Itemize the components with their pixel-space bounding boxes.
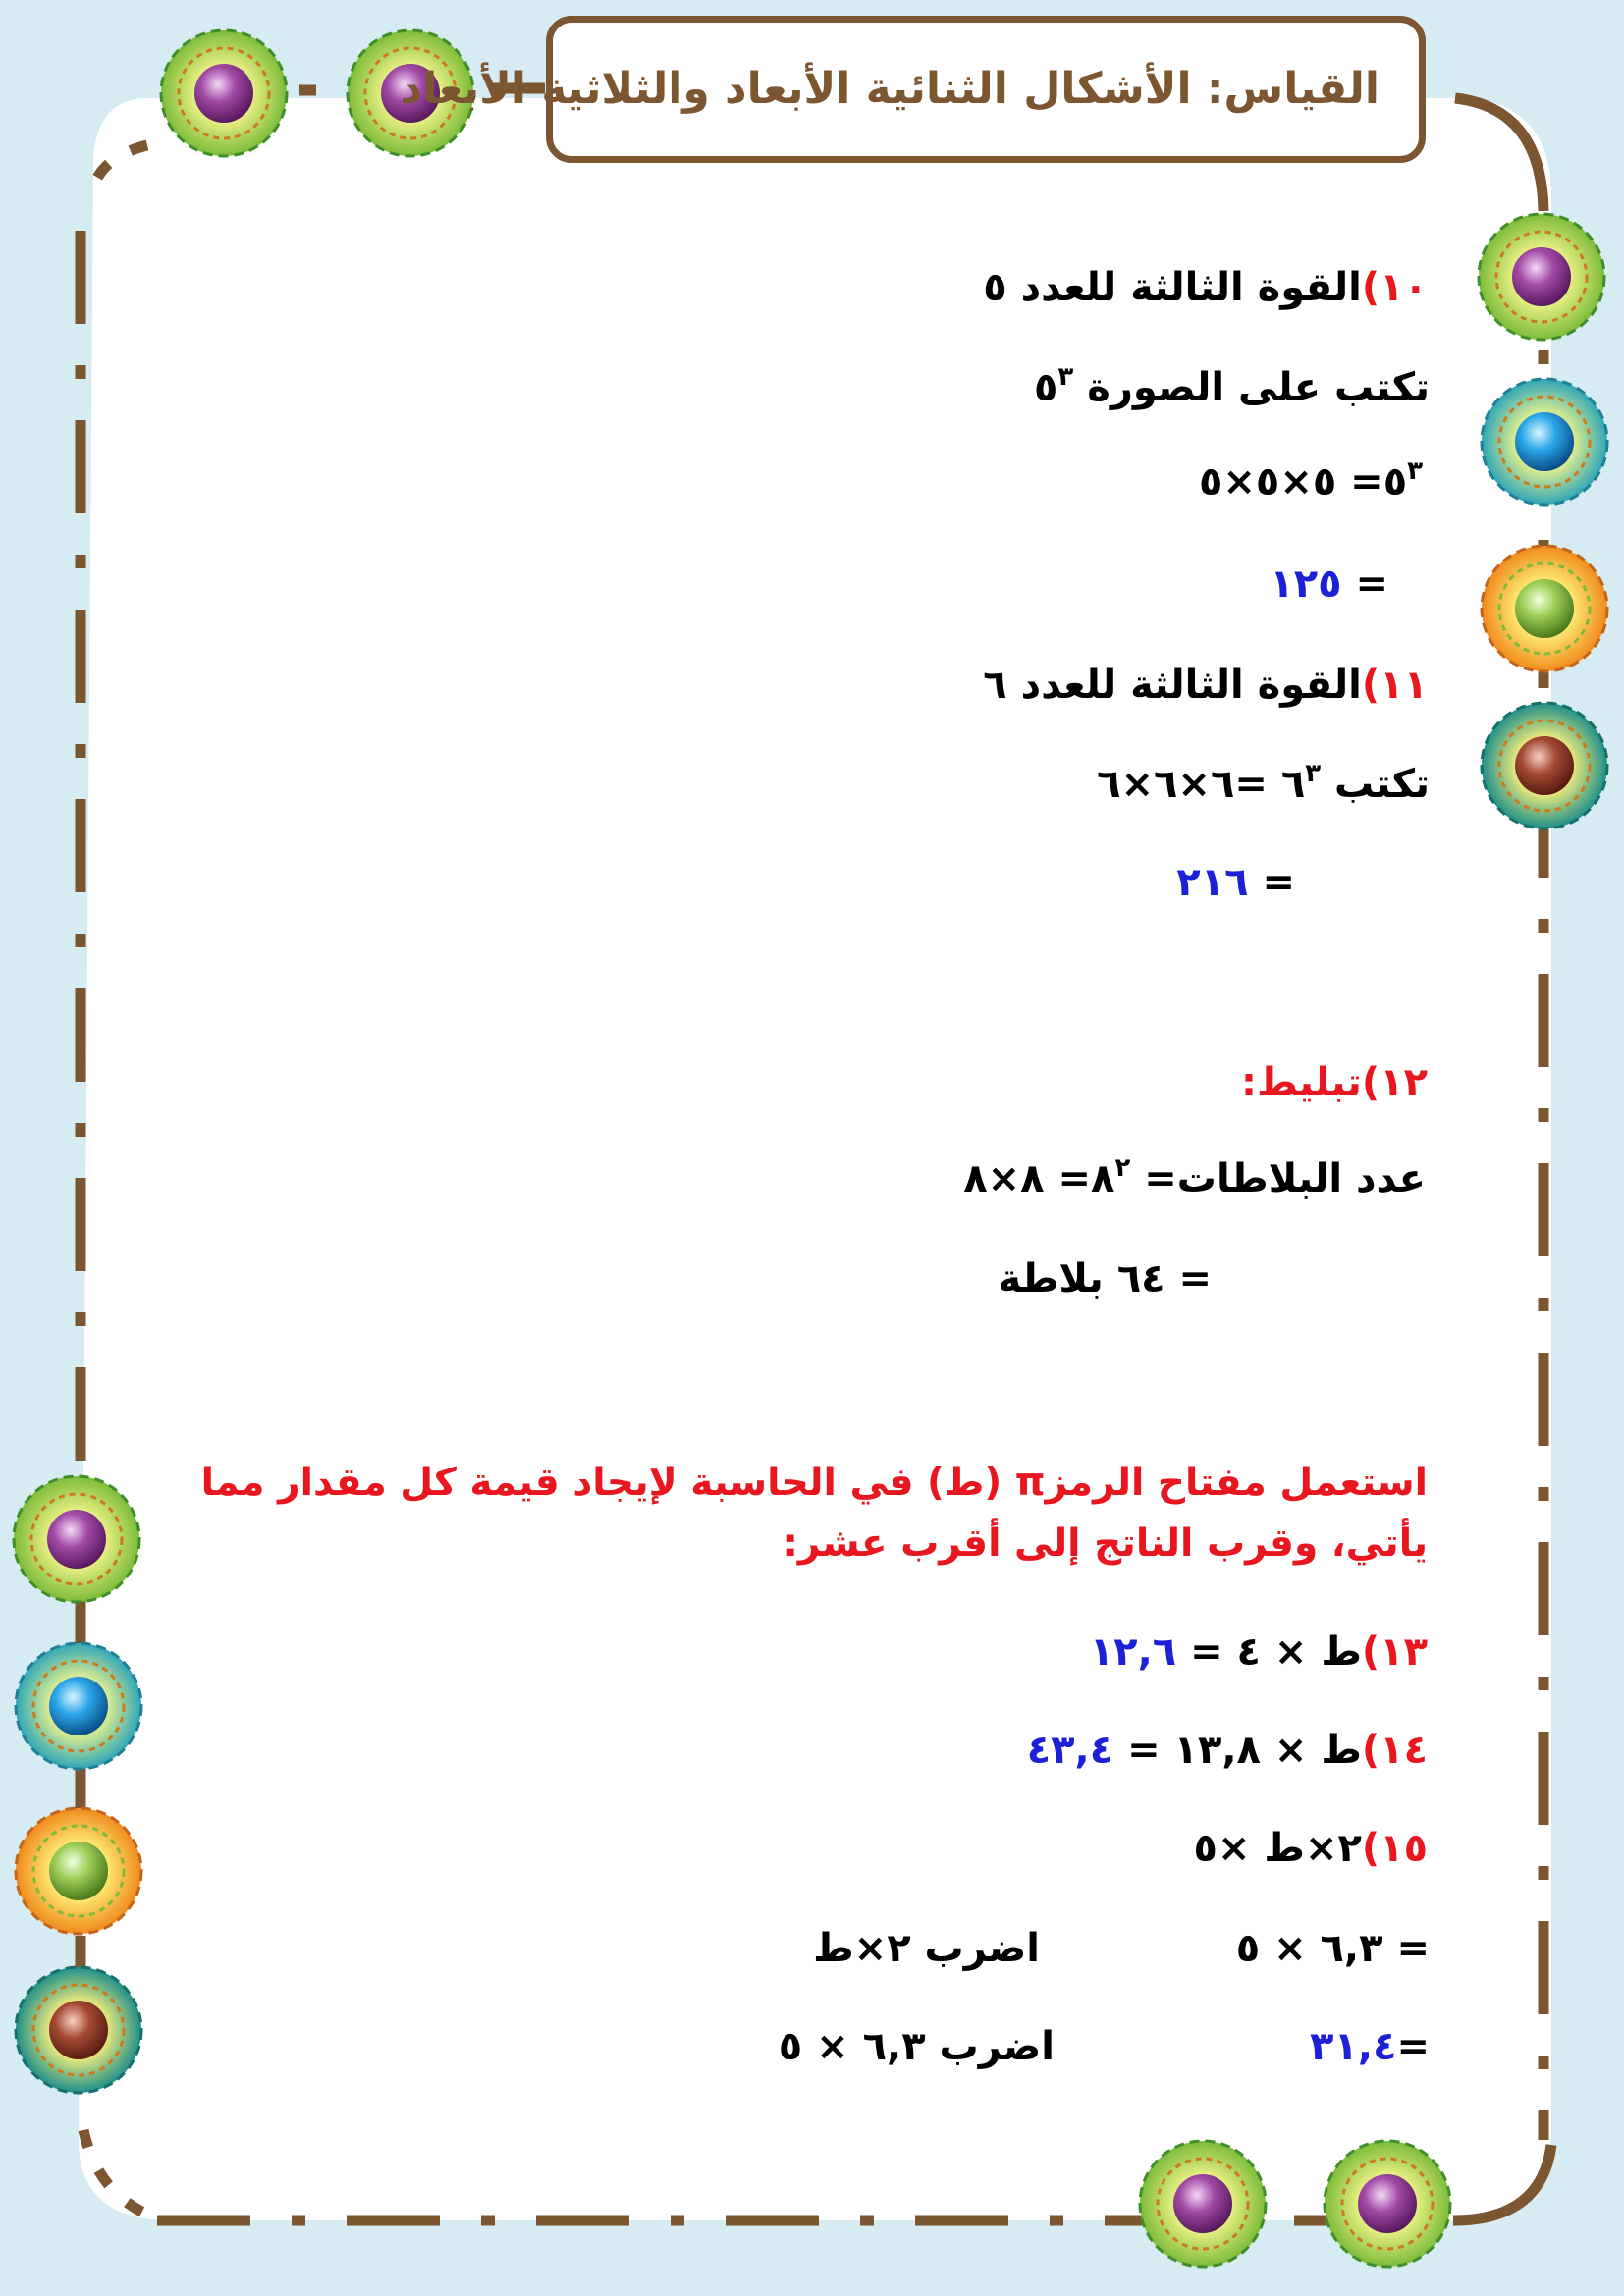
page-title: القياس: الأشكال الثنائية الأبعاد والثلاثية الأبعاد	[400, 64, 1380, 114]
q15-line3-eq: =	[1396, 2024, 1430, 2069]
q10-line2	[1033, 362, 1430, 410]
q13-answer: ١٢,٦	[1089, 1629, 1177, 1675]
q12-text: تبليط:	[1241, 1060, 1362, 1105]
q11-number: ١١)	[1361, 663, 1428, 708]
q11-line2-rest: =٦×٦×٦	[1097, 762, 1281, 807]
q13-expr: ط × ٤ =	[1176, 1629, 1362, 1675]
q15-line2-right: اضرب ٢×ط	[813, 1926, 1040, 1971]
q15-line1	[1194, 1826, 1428, 1871]
q10-text: القوة الثالثة للعدد ٥	[983, 265, 1362, 310]
q11-line3	[1176, 860, 1295, 905]
q14-answer: ٤٣,٤	[1026, 1728, 1114, 1773]
q12-line3	[998, 1256, 1212, 1302]
q15-expr: ٢×ط ×٥	[1193, 1826, 1362, 1871]
q10-line4-eq: =	[1355, 561, 1388, 607]
q10-line3	[1198, 456, 1423, 505]
q10-number: ١٠)	[1361, 265, 1428, 310]
instruction-text: استعمل مفتاح الرمزπ (ط) في الحاسبة لإيجاد قيمة كل مقدار مما يأتي، وقرب الناتج إلى أقرب عشر:	[200, 1461, 1428, 1566]
q15-line3-right: اضرب ٦,٣ × ٥	[778, 2024, 1055, 2069]
q10-line3-sup: ٣	[1407, 456, 1423, 486]
q13-line	[1090, 1629, 1428, 1675]
q12-line2-rest: = ٨×٨	[963, 1156, 1092, 1201]
q10-line3-base: ٥	[1382, 459, 1408, 505]
q14-number: ١٤)	[1361, 1728, 1428, 1773]
q11-text: القوة الثالثة للعدد ٦	[983, 663, 1362, 708]
q12-heading	[1241, 1060, 1428, 1105]
q12-line2	[963, 1153, 1426, 1201]
q15-answer: ٣١,٤	[1310, 2024, 1397, 2069]
q14-line	[1027, 1728, 1428, 1773]
q10-line2-sup: ٣	[1057, 362, 1074, 392]
q12-line3-text: = ٦٤ بلاطة	[998, 1256, 1212, 1302]
q15-line2-left: = ٦,٣ × ٥	[1235, 1926, 1430, 1971]
q12-line2-base: عدد البلاطات= ٨	[1091, 1156, 1426, 1201]
q12-line2-sup: ٢	[1114, 1153, 1131, 1183]
q10-line2-text: تكتب على الصورة ٥	[1033, 365, 1430, 410]
q11-line3-eq: =	[1262, 860, 1295, 905]
q15-number: ١٥)	[1361, 1826, 1428, 1871]
q10-line3-rest: = ٥×٥×٥	[1198, 459, 1383, 505]
q11-heading	[983, 663, 1428, 708]
title-box	[400, 16, 1426, 163]
q10-answer: ١٢٥	[1270, 561, 1342, 607]
q10-heading	[983, 265, 1428, 310]
q15-line3-left	[1310, 2024, 1430, 2069]
q11-line2-base: تكتب ٦	[1280, 762, 1430, 807]
q13-number: ١٣)	[1361, 1629, 1428, 1675]
q11-line2-sup: ٣	[1305, 759, 1322, 788]
q11-line2	[1097, 759, 1430, 807]
q14-expr: ط × ١٣,٨ =	[1113, 1728, 1362, 1773]
q12-number: ١٢)	[1361, 1060, 1428, 1105]
q10-line4	[1270, 561, 1388, 607]
q11-answer: ٢١٦	[1176, 860, 1249, 905]
